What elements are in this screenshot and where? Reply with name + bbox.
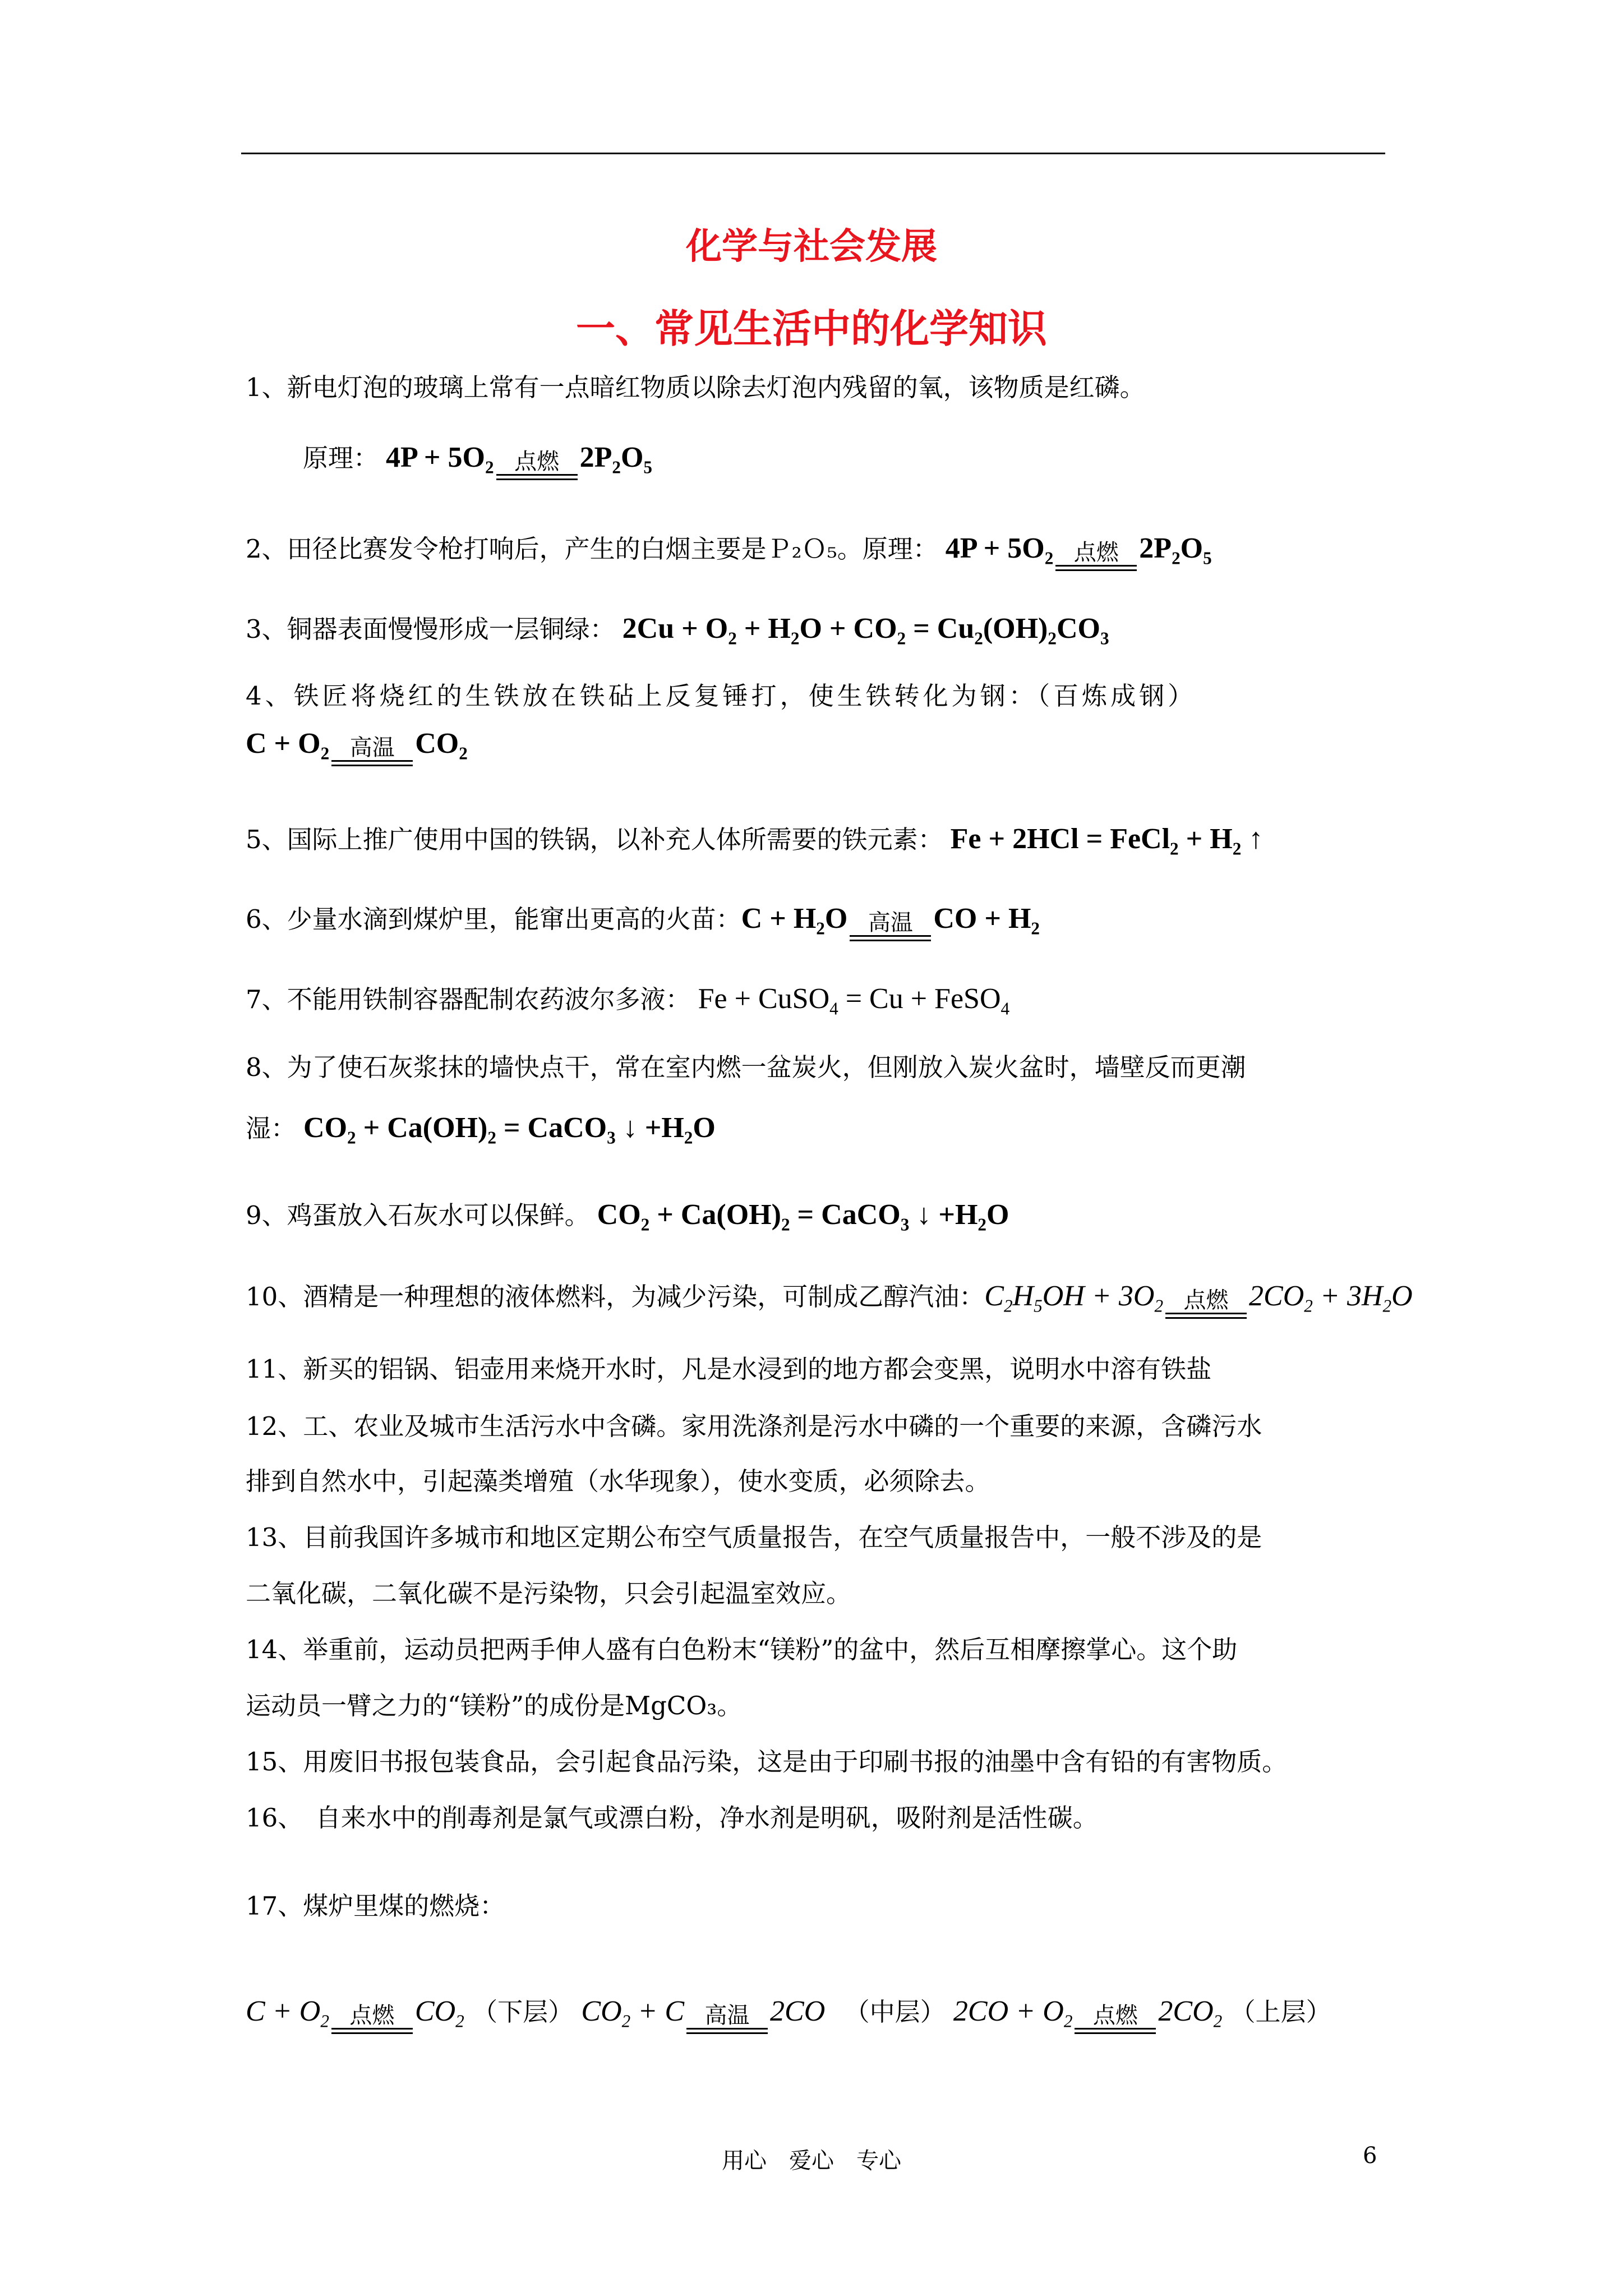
item-8: 8、为了使石灰浆抹的墙快点干，常在室内燃一盆炭火，但刚放入炭火盆时，墙壁反而更潮	[246, 1052, 1246, 1082]
section-heading: 一、常见生活中的化学知识	[576, 306, 1047, 352]
item-16: 16、 自来水中的削毒剂是氯气或漂白粉，净水剂是明矾，吸附剂是活性碳。	[246, 1803, 1098, 1833]
item-17: 17、煤炉里煤的燃烧：	[246, 1891, 505, 1921]
item-5: 5、国际上推广使用中国的铁锅，以补充人体所需要的铁元素： Fe + 2HCl = FeCl$_2$ + $H_2$ ↑	[246, 823, 1264, 859]
item-13-line-2: 二氧化碳，二氧化碳不是污染物，只会引起温室效应。	[246, 1579, 852, 1608]
item-10: 10、酒精是一种理想的液体燃料，为减少污染，可制成乙醇汽油：$C_2H_5OH + 3O_2$ 点燃 $2CO_2 + 3H_2O$	[246, 1282, 1413, 1319]
item-6: 6、少量水滴到煤炉里，能窜出更高的火苗：$C + H_2O$ 高温 CO + $H_2$	[246, 904, 1040, 941]
item-13-line-1: 13、目前我国许多城市和地区定期公布空气质量报告，在空气质量报告中，一般不涉及的是	[246, 1522, 1262, 1552]
item-1: 1、新电灯泡的玻璃上常有一点暗红物质以除去灯泡内残留的氧，该物质是红磷。	[246, 372, 1145, 402]
item-12-line-1: 12、工、农业及城市生活污水中含磷。家用洗涤剂是污水中磷的一个重要的来源，含磷污水	[246, 1411, 1262, 1441]
header-rule	[241, 153, 1385, 154]
item-1-equation: 原理： $4P + 5O_2$ 点燃 $2P_2O_5$	[303, 443, 652, 480]
item-14-line-1: 14、举重前，运动员把两手伸人盛有白色粉末“镁粉”的盆中，然后互相摩擦掌心。这个助	[246, 1635, 1238, 1664]
item-2: 2、田径比赛发令枪打响后，产生的白烟主要是Ｐ₂Ｏ₅。原理： $4P + 5O_2$ 点燃 $2P_2O_5$	[246, 534, 1212, 571]
item-17-equations: $C + O_2$ 点燃 $CO_2$ （下层） $CO_2 + C$ 高温 2CO （中层） $2CO + O_2$ 点燃 $2CO_2$ （上层）	[246, 1997, 1331, 2034]
item-7: 7、不能用铁制容器配制农药波尔多液： Fe + CuSO$_4$ = Cu + FeSO$_4$	[246, 983, 1010, 1019]
item-8-equation: 湿： $CO_2 + Ca(OH)_2$ = CaCO$_3$ ↓ $+H_2O$	[246, 1112, 716, 1148]
item-9: 9、鸡蛋放入石灰水可以保鲜。 $CO_2 + Ca(OH)_2$ = CaCO$_3$ ↓ $+H_2O$	[246, 1199, 1009, 1235]
item-11: 11、新买的铝锅、铝壶用来烧开水时，凡是水浸到的地方都会变黑，说明水中溶有铁盐	[246, 1354, 1212, 1384]
footer-motto: 用心 爱心 专心	[722, 2148, 901, 2174]
item-14-line-2: 运动员一臂之力的“镁粉”的成份是MgCO₃。	[246, 1691, 743, 1720]
item-15: 15、用废旧书报包装食品，会引起食品污染，这是由于印刷书报的油墨中含有铅的有害物质。	[246, 1747, 1288, 1777]
item-3: 3、铜器表面慢慢形成一层铜绿： $2Cu + O_2 + H_2O + CO_2 = Cu_2(OH)_2CO_3$	[246, 613, 1109, 648]
page-number: 6	[1363, 2143, 1377, 2169]
item-4-equation: $C + O_2$ 高温 $CO_2$	[246, 729, 468, 766]
item-12-line-2: 排到自然水中，引起藻类增殖（水华现象），使水变质，必须除去。	[246, 1466, 990, 1496]
page-title: 化学与社会发展	[686, 226, 937, 268]
item-4: 4、铁匠将烧红的生铁放在铁砧上反复锤打，使生铁转化为钢：（百炼成钢）	[246, 681, 1197, 711]
